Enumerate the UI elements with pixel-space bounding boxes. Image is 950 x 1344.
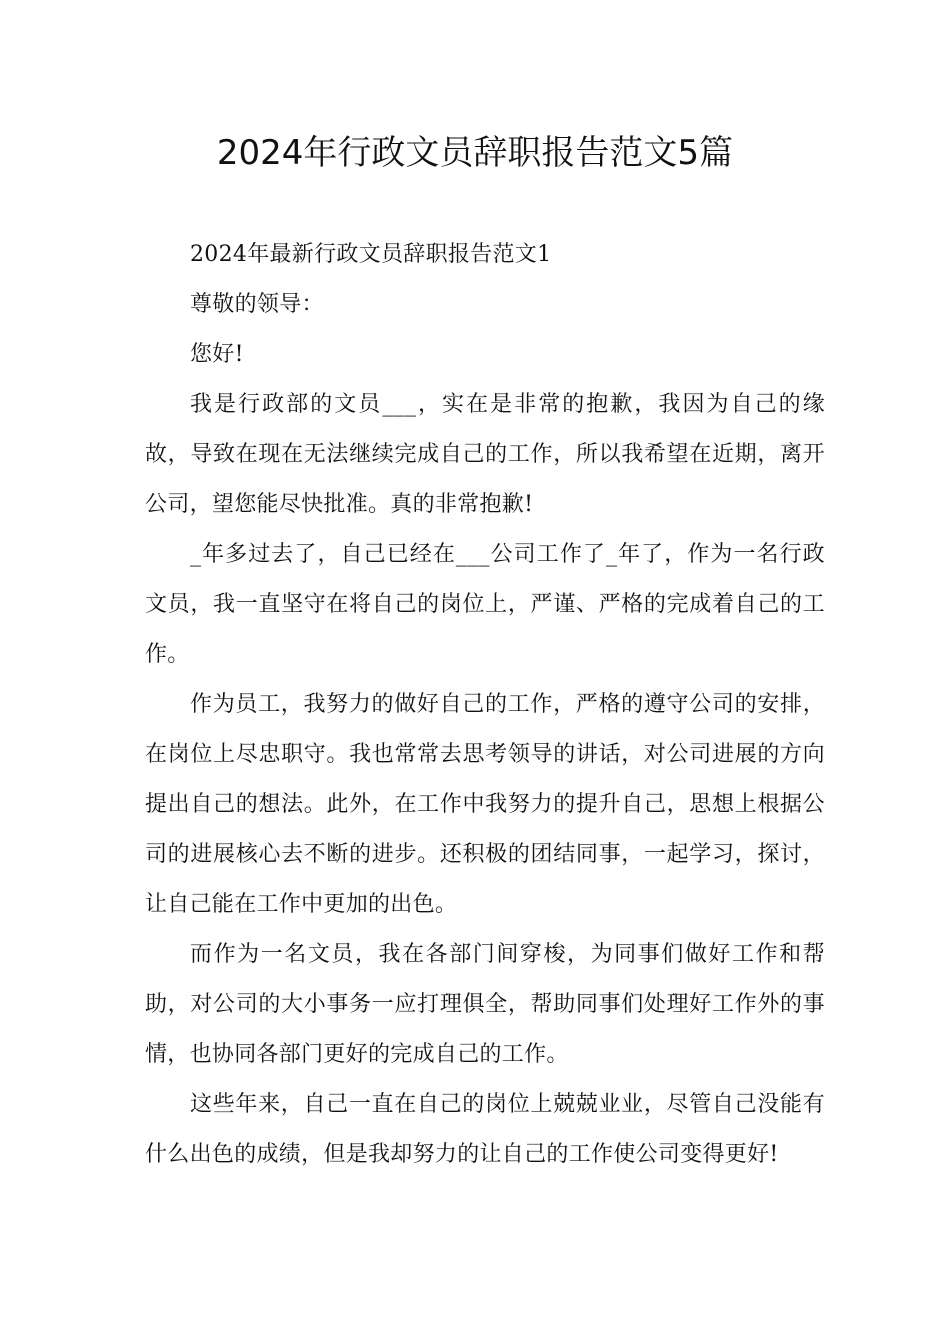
- body-paragraph: 而作为一名文员，我在各部门间穿梭，为同事们做好工作和帮助，对公司的大小事务一应打理俱全，帮助同事们处理好工作外的事情，也协同各部门更好的完成自己的工作。: [145, 942, 825, 1067]
- section-heading: 2024年最新行政文员辞职报告范文1: [190, 242, 552, 267]
- body-paragraph: _年多过去了，自己已经在___公司工作了_年了，作为一名行政文员，我一直坚守在将自己的岗位上，严谨、严格的完成着自己的工作。: [145, 542, 825, 667]
- document-title: 2024年行政文员辞职报告范文5篇: [216, 133, 734, 173]
- document-body: [145, 230, 825, 1180]
- body-paragraph: 作为员工，我努力的做好自己的工作，严格的遵守公司的安排，在岗位上尽忠职守。我也常常去思考领导的讲话，对公司进展的方向提出自己的想法。此外，在工作中我努力的提升自己，思想上根据公司的进展核心去不断的进步。还积极的团结同事，一起学习，探讨，让自己能在工作中更加的出色。: [145, 692, 825, 917]
- body-paragraph: 这些年来，自己一直在自己的岗位上兢兢业业，尽管自己没能有什么出色的成绩，但是我却努力的让自己的工作使公司变得更好!: [145, 1092, 825, 1167]
- salutation: 尊敬的领导：: [190, 292, 324, 317]
- greeting: 您好!: [190, 342, 244, 367]
- body-paragraph: 我是行政部的文员___，实在是非常的抱歉，我因为自己的缘故，导致在现在无法继续完成自己的工作，所以我希望在近期，离开公司，望您能尽快批准。真的非常抱歉!: [145, 392, 825, 517]
